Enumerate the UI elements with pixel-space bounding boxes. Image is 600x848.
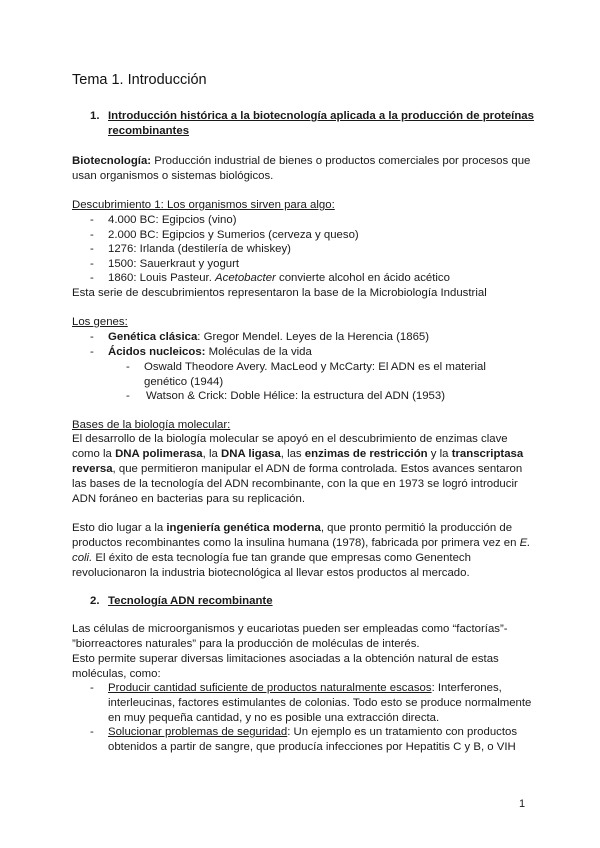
biotecnologia-term: Biotecnología: — [72, 155, 152, 167]
genes-heading: Los genes: — [72, 316, 128, 328]
bases-heading: Bases de la biología molecular: — [72, 419, 231, 431]
adn-paragraph-2: Esto permite superar diversas limitaciones asociadas a la obtención natural de estas moléculas, como: — [72, 653, 499, 680]
biotecnologia-definition — [72, 154, 532, 184]
page-title: Tema 1. Introducción — [72, 72, 207, 88]
descubrimiento-heading: Descubrimiento 1: Los organismos sirven para algo: — [72, 199, 335, 211]
biotecnologia-text: Producción industrial de bienes o productos comerciales por procesos que usan organismos o sistemas biológicos. — [72, 155, 531, 182]
page-number: 1 — [519, 798, 526, 810]
adn-paragraph-1: Las células de microorganismos y eucariotas pueden ser empleadas como “factorías”- ”biorreactores naturales” para la producción de moléculas de interés. — [72, 623, 508, 650]
section-1-title: Introducción histórica a la biotecnología aplicada a la producción de proteínas recombinantes — [108, 110, 534, 137]
section-2-number: 2. — [90, 595, 100, 607]
bases-paragraph-2: Esto dio lugar a la ingeniería genética moderna, que pronto permitió la producción de productos recombinantes como la insulina humana (1978), fabricada por primera vez en E. coli. El éxito de esta tecnología fue tan grande que empresas como Genentech revolucionaron la industria biotecnológica al llevar estos productos al mercado. — [72, 522, 531, 579]
section-2-title: Tecnología ADN recombinante — [108, 595, 273, 607]
bases-paragraph-1: El desarrollo de la biología molecular se apoyó en el descubrimiento de enzimas clave como la DNA polimerasa, la DNA ligasa, las enzimas de restricción y la transcriptasa reversa, que permitieron manipular el ADN de forma controlada. Estos avances sentaron las bases de la tecnología del ADN recombinante, con la que en 1973 se logró introducir ADN foráneo en bacterias para su replicación. — [72, 433, 524, 505]
section-1-number: 1. — [90, 110, 100, 122]
descubrimiento-summary: Esta serie de descubrimientos representaron la base de la Microbiología Industrial — [72, 287, 487, 299]
document-page: Tema 1. Introducción 1. Introducción histórica a la biotecnología aplicada a la producción de proteínas recombinantes Biotecnología: Producción industrial de bienes o productos comerciales por procesos que usan organismos o sistemas biológicos. Descubrimiento 1: Los organismos sirven para algo: - 4.000 BC: Egipcios (vino) - 2.000 BC: Egipcios y Sumerios (cerveza y queso) - 1276: Irlanda (destilería de whiskey) - 1500: Sauerkraut y yogurt - 1860: Louis Pasteur. Acetobacter convierte alcohol en ácido acético Esta serie de descubrimientos representaron la base de la Microbiología Industrial Los genes: - Genética clásica: Gregor Mendel. Leyes de la Herencia (1865) - Ácidos nucleicos: Moléculas de la vida - Oswald Theodore Avery. MacLeod y McCarty: El ADN es el material genético (1944) - Watson & Crick: Doble Hélice: la estructura del ADN (1953) Bases de la biología molecular: El desarrollo de la biología molecular se apoyó en el descubrimiento de enzimas clave como la DNA polimerasa, la DNA ligasa, las enzimas de restricción y la transcriptasa reversa, que permitieron manipular el ADN de forma controlada. Estos avances sentaron las bases de la tecnología del ADN recombinante, con la que en 1973 se logró introducir ADN foráneo en bacterias para su replicación. Esto dio lugar a la ingeniería genética moderna, que pronto permitió la producción de productos recombinantes como la insulina humana (1978), fabricada por primera vez en E. coli. El éxito de esta tecnología fue tan grande que empresas como Genentech revolucionaron la industria biotecnológica al llevar estos productos al mercado. 2. Tecnología ADN recombinante Las células de microorganismos y eucariotas pueden ser empleadas como “factorías”- ”biorreactores naturales” para la producción de moléculas de interés. Esto permite superar diversas limitaciones asociadas a la obtención natural de estas moléculas, como: - Producir cantidad suficiente de productos naturalmente escasos: Interferones, interleucinas, factores estimulantes de colonias. Todo esto se produce normalmente en muy pequeña cantidad, y no es posible una extracción directa. - Solucionar problemas de seguridad: Un ejemplo es un tratamiento con productos obtenidos a partir de sangre, que producía infecciones por Hepatitis C y B, o VIH 1 — [0, 0, 600, 848]
